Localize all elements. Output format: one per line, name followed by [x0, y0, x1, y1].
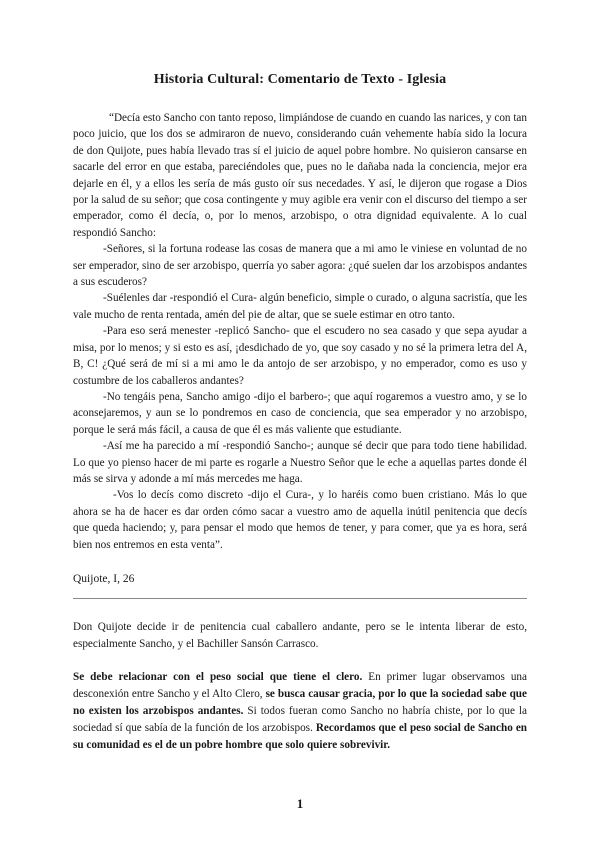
analysis-text: En primer lugar observamos una desconexión entre Sancho y el Alto Clero,: [73, 670, 527, 700]
bold-statement: se busca causar gracia, por lo que la sociedad sabe que no existen los arzobispos andantes.: [73, 687, 527, 717]
quote-paragraph: -Señores, si la fortuna rodease las cosas de manera que a mi amo le viniese en voluntad de no ser emperador, sino de ser arzobispo, querría yo saber agora: ¿qué suelen dar los arzobispos andantes a sus escuderos?: [73, 243, 527, 289]
page-number: 1: [296, 796, 304, 811]
bold-statement: Se debe relacionar con el peso social que tiene el clero.: [73, 670, 363, 683]
quote-paragraph: -Para eso será menester -replicó Sancho- que el escudero no sea casado y que sepa ayudar a misa, por lo menos; y si esto es así, ¡desdichado de yo, que soy casado y no sé la primera letra del A, B, C! ¿Qué será de mí si a mi amo le da antojo de ser arzobispo, y no emperador, como es uso y costumbre de los caballeros andantes?: [73, 325, 527, 387]
bold-statement: Recordamos que el peso social de Sancho en su comunidad es el de un pobre hombre que solo quiere sobrevivir.: [73, 721, 527, 751]
quote-paragraph: -Suélenles dar -respondió el Cura- algún beneficio, simple o curado, o alguna sacristía, que les vale mucho de renta rentada, amén del pie de altar, que se suele estimar en otro tanto.: [73, 292, 527, 321]
divider: [73, 598, 527, 599]
analysis-text: Si todos fueran como Sancho no habría chiste, por lo que la sociedad sí que sabía de la función de los arzobispos.: [73, 704, 527, 734]
quote-source: Quijote, I, 26: [73, 572, 135, 585]
quote-paragraph: -Vos lo decís como discreto -dijo el Cura-, y lo haréis como buen cristiano. Más lo que ahora se ha de hacer es dar orden cómo sacar a vuestro amo de aquella inútil penitencia que decís que queda haciendo; y, para pensar el modo que hemos de tener, y para comer, que ya es hora, será bien nos entremos en esta venta”.: [73, 489, 527, 551]
quote-paragraph: -Así me ha parecido a mí -respondió Sancho-; aunque sé decir que para todo tiene habilidad. Lo que yo pienso hacer de mi parte es rogarle a Nuestro Señor que le eche a aquellas partes donde él más se sirva y adonde a mí más mercedes me haga.: [73, 440, 527, 485]
analysis-paragraph: [73, 669, 527, 754]
quote-paragraph: -No tengáis pena, Sancho amigo -dijo el barbero-; que aquí rogaremos a vuestro amo, y se lo aconsejaremos, y aun se lo pondremos en caso de conciencia, que sea emperador y no arzobispo, porque le será más fácil, a causa de que él es más valiente que estudiante.: [73, 390, 527, 436]
commentary: [73, 619, 527, 754]
quote-block: [73, 110, 527, 553]
page-title: Historia Cultural: Comentario de Texto - Iglesia: [153, 72, 447, 87]
intro-paragraph: Don Quijote decide ir de penitencia cual caballero andante, pero se le intenta liberar de esto, especialmente Sancho, y el Bachiller Sansón Carrasco.: [73, 620, 527, 650]
document-page: [73, 72, 527, 754]
quote-paragraph: “Decía esto Sancho con tanto reposo, limpiándose de cuando en cuando las narices, y con tan poco juicio, que los dos se admiraron de nuevo, considerando cuán vehemente había sido la locura de don Quijote, pues había llevado tras sí el juicio de aquel pobre hombre. No quisieron cansarse en sacarle del error en que estaba, pareciéndoles que, pues no le dañaba nada la conciencia, mejor era dejarle en él, y a ellos les sería de más gusto oír sus necedades. Y así, le dijeron que rogase a Dios por la salud de su señor; que cosa contingente y muy agible era venir con el discurso del tiempo a ser emperador, como él decía, o, por lo menos, arzobispo, o otra dignidad equivalente. A lo cual respondió Sancho:: [73, 112, 527, 239]
